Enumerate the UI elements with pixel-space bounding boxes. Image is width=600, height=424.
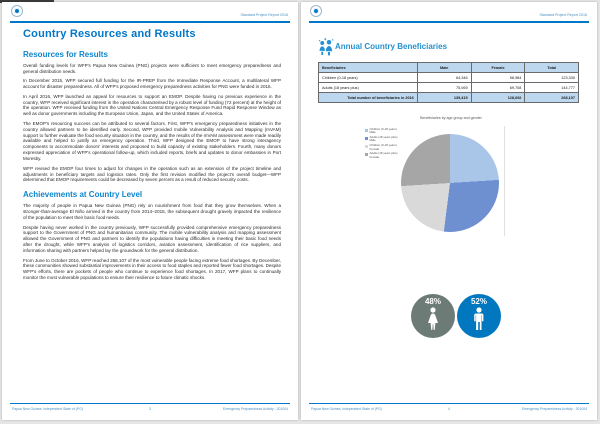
legend-item [365,152,401,159]
legend-label: Adults (18 years plus) Female [369,151,398,159]
paragraph: In December 2015, WFP secured full funding for the IR-PREP from the Immediate Response Account, a multilateral WFP account for disaster preparedness. All of WFP's proposed emergency preparedness activities for PNG were funded in 2016. [23,78,281,90]
header-rule [10,21,290,23]
row-label: Children (0-18 years) [319,73,418,83]
col-header-female: Female [471,63,525,73]
paragraph: WFP revised the EMOP four times to adjust for changes in the operation such as an extension of the project timeline and adjustments in beneficiary targets and logistics rates. Only the first revision modified the project's overall budget—WFP determined that EMOP requirements could be decreased by seven percent as a result of reduced security costs. [23,165,281,183]
section-heading-resources: Resources for Results [23,50,108,59]
male-share-badge [457,294,501,338]
wfp-emblem-icon [14,8,20,14]
col-header-total: Total [525,63,579,73]
cell-total: 144,777 [525,83,579,93]
female-percent-label: 48% [424,297,441,306]
legend-item [365,128,401,135]
table-header-row [319,63,579,73]
section-heading-annual-beneficiaries: Annual Country Beneficiaries [335,42,448,51]
beneficiaries-table [318,62,579,103]
page-title: Country Resources and Results [23,28,196,40]
total-total: 268,107 [525,93,579,103]
paragraph: From June to October 2016, WFP reached 268,107 of the most vulnerable people facing extreme food shortages. By December, these communities showed substantial improvements in their access to food staples and reported fewer food shortages. Despite WFP's efforts, there are pockets of people who continue to experience food shortages. In 2017, WFP plans to continually monitor the most vulnerable populations to ensure their resilience to future climatic shocks. [23,257,281,281]
beneficiaries-people-icon [317,36,335,56]
footer-project: Emergency Preparedness Activity - 201004 [222,407,288,411]
total-female: 128,692 [471,93,525,103]
gender-split [411,294,501,338]
report-page-right [301,2,597,420]
cell-male: 64,346 [417,73,471,83]
legend-swatch [365,153,368,156]
wfp-logo-icon [11,5,23,17]
paragraph: Overall funding levels for WFP's Papua New Guinea (PNG) projects were sufficient to meet emergency preparedness and general distribution needs. [23,63,281,74]
header-rule [309,21,589,23]
cell-male: 75,069 [417,83,471,93]
female-share-badge [411,294,455,338]
footer-country: Papua New Guinea, Independent State of (PG) [311,407,382,411]
paragraph: The EMOP's resourcing success can be attributed to several factors. First, WFP's emergency preparedness initiatives in the country allowed partners to be identified early. Second, WFP provided mobile Vulnerability Analysis and Mapping (mVAM) support to further evaluate the food security situation in the country, and the results of the mVAM assessment were made readily available and helped to justify an emergency operation. Third, WFP designed the EMOP to have strong interagency components to accommodate donors' interests and proposed to build capacity of existing stakeholders. Fourth, many donors expressed appreciation of WFP's operational follow-up, which included reports, briefs and updates to donor embassies in Port Moresby. [23,120,281,162]
footer-page-number: 4 [448,407,450,411]
pie-legend [365,128,401,161]
paragraph: The majority of people in Papua New Guinea (PNG) rely on nourishment from food that they grow themselves. When a stronger-than-average El Niño arrived in the country from 2014–2015, the subsequent drought gravely impacted the resilience of the population to meet their basic food needs. [23,203,281,221]
legend-label: Children (0-18 years) Male [369,127,397,135]
cell-female: 58,984 [471,73,525,83]
male-icon [471,307,487,331]
male-percent-label: 52% [470,297,487,306]
table-row [319,83,579,93]
legend-item [365,144,401,151]
footer-project: Emergency Preparedness Activity - 201004 [521,407,587,411]
total-male: 139,415 [417,93,471,103]
section-heading-achievements: Achievements at Country Level [23,190,143,200]
plot-area-border [504,126,505,236]
table-total-row [319,93,579,103]
row-label: Adults (18 years plus) [319,83,418,93]
footer-country: Papua New Guinea, Independent State of (PG) [12,407,83,411]
legend-swatch [365,145,368,148]
report-page-left [2,2,298,420]
legend-swatch [365,137,368,140]
wfp-logo-icon [310,5,322,17]
col-header-beneficiaries: Beneficiaries [319,63,418,73]
cell-female: 69,708 [471,83,525,93]
pie-chart-title: Beneficiaries by age group and gender [420,116,482,120]
female-icon [425,307,441,331]
paragraph: In April 2016, WFP launched an appeal for resources to support an EMOP. Despite having no previous experience in the country, WFP received significant interest in the operation characterised by a robust level of funding (72 percent) at the height of the operation. WFP received funding from the United Nations Central Emergency Response Fund Rapid Response Window as well as donor governments including the European Union, Japan, and the United States of America. [23,93,281,117]
table-row [319,73,579,83]
footer-rule [10,403,290,405]
legend-swatch [365,129,368,132]
legend-item [365,136,401,143]
left-page-content [23,28,281,285]
legend-label: Children (0-18 years) Female [369,143,397,151]
col-header-male: Male [417,63,471,73]
total-label: Total number of beneficiaries in 2016 [319,93,418,103]
beneficiaries-pie [401,134,499,232]
cell-total: 123,330 [525,73,579,83]
footer-page-number: 3 [149,407,151,411]
paragraph: Despite having never worked in the country previously, WFP successfully provided comprehensive emergency preparedness support to the Government of PNG and humanitarian community. The mobile vulnerability analysis and mapping assessment allowed the Government of PNG and partners to identify the populations having difficulties in meeting their basic food needs after the drought, while WFP's analysis of logistics corridors, aviation assessment, identification of rice suppliers, and information sharing with partners helped lay the groundwork for the general distribution. [23,224,281,254]
legend-label: Adults (18 years plus) Male [369,135,398,143]
header-report-title: Standard Project Report 2016 [539,13,587,17]
wfp-emblem-icon [313,8,319,14]
header-report-title: Standard Project Report 2016 [240,13,288,17]
footer-rule [309,403,589,405]
